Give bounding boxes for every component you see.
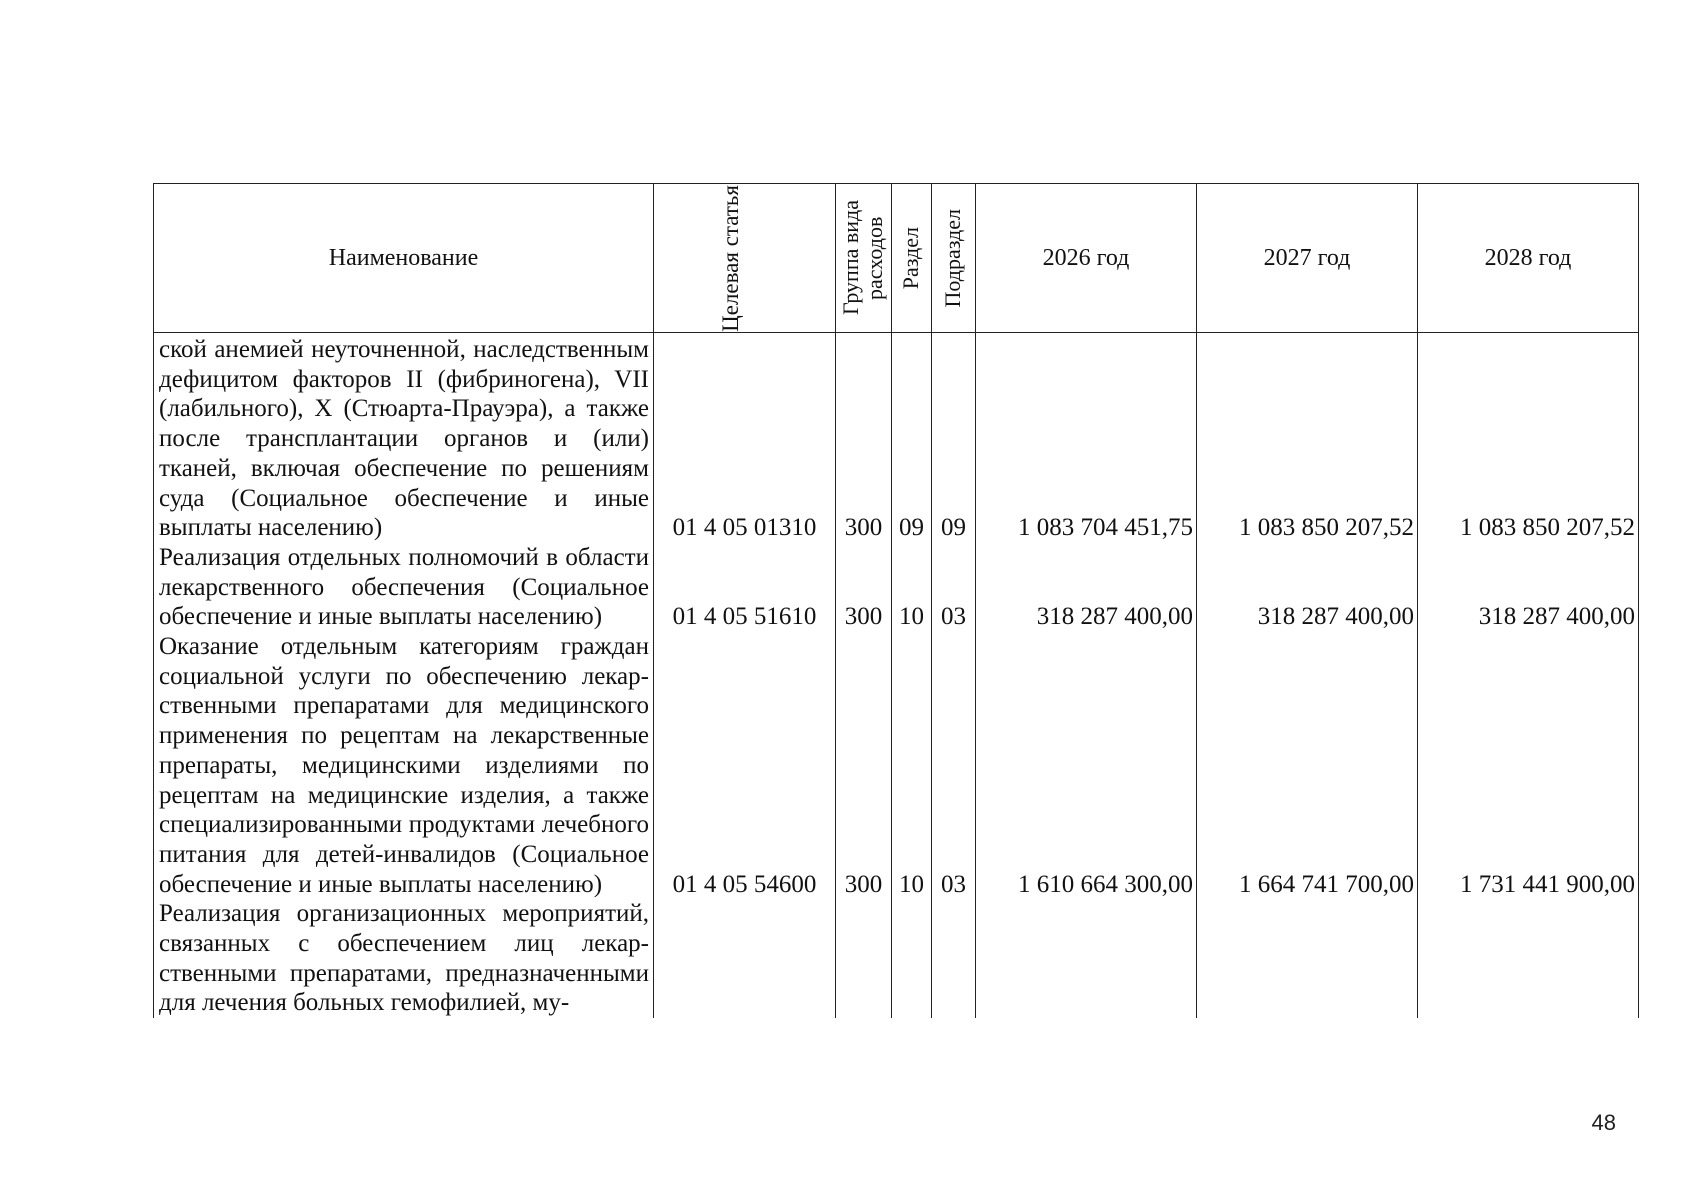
row-value-2027: 1 664 741 700,00 (1197, 632, 1418, 899)
row-subsection: 03 (932, 543, 976, 632)
header-subsection-label: Подраздел (940, 208, 966, 308)
row-name (154, 899, 654, 1018)
row-value-2028 (1418, 899, 1639, 1018)
row-name (154, 543, 654, 632)
row-subsection (932, 899, 976, 1018)
row-expense-group: 300 (836, 543, 892, 632)
row-name-text: Реализация организационных мероприятий, связанных с обеспечением лиц лекарственными препаратами, предназначенными для лечения больных гемофилией, му- (159, 900, 649, 1017)
header-subsection (932, 184, 976, 333)
row-section: 10 (892, 632, 932, 899)
row-subsection: 09 (932, 333, 976, 543)
header-2026: 2026 год (976, 184, 1197, 333)
header-section (892, 184, 932, 333)
row-name (154, 632, 654, 899)
row-value-2027 (1197, 899, 1418, 1018)
row-expense-group (836, 899, 892, 1018)
row-section: 10 (892, 543, 932, 632)
row-section: 09 (892, 333, 932, 543)
row-expense-group: 300 (836, 632, 892, 899)
row-target-item: 01 4 05 01310 (654, 333, 836, 543)
row-subsection: 03 (932, 632, 976, 899)
row-value-2026: 1 083 704 451,75 (976, 333, 1197, 543)
row-value-2028: 1 083 850 207,52 (1418, 333, 1639, 543)
row-value-2026: 1 610 664 300,00 (976, 632, 1197, 899)
row-value-2026 (976, 899, 1197, 1018)
row-expense-group: 300 (836, 333, 892, 543)
row-value-2028: 318 287 400,00 (1418, 543, 1639, 632)
header-name: Наименование (154, 184, 654, 333)
table-row (154, 632, 1639, 899)
row-name (154, 333, 654, 543)
row-name-text: ской анемией неуточненной, наследственным дефицитом факторов II (фибриногена), VII (лабильного), X (Стюарта-Прауэра), а также после трансплантации органов и (или) тканей, включая обеспечение по решениям суда (Социальное обеспечение и иные выплаты населению) (159, 336, 649, 542)
table-row (154, 333, 1639, 543)
row-value-2028: 1 731 441 900,00 (1418, 632, 1639, 899)
header-expense-group-label: Группа вида расходов (837, 200, 887, 316)
table-row (154, 899, 1639, 1018)
table-row (154, 543, 1639, 632)
table-body (154, 333, 1639, 1019)
page-number: 48 (1591, 1110, 1616, 1135)
row-target-item (654, 899, 836, 1018)
header-section-label: Раздел (898, 226, 924, 290)
header-2027: 2027 год (1197, 184, 1418, 333)
row-name-text: Реализация отдельных полномочий в области лекарственного обеспечения (Социальное обеспечение и иные выплаты населению) (159, 543, 649, 631)
row-name-text: Оказание отдельным категориям граждан социальной услуги по обеспечению лекарственными препаратами для медицинского применения по рецептам на лекарственные препараты, медицинскими изделиями по рецептам на медицинские изделия, а также специализированными продуктами лечебного питания для детей-инвалидов (Социальное обеспечение и иные выплаты населению) (159, 633, 649, 898)
header-2028: 2028 год (1418, 184, 1639, 333)
table-header (154, 184, 1639, 333)
row-value-2026: 318 287 400,00 (976, 543, 1197, 632)
row-value-2027: 1 083 850 207,52 (1197, 333, 1418, 543)
row-target-item: 01 4 05 51610 (654, 543, 836, 632)
row-target-item: 01 4 05 54600 (654, 632, 836, 899)
budget-table (153, 183, 1639, 1018)
header-target-item-label: Целевая статья (717, 184, 743, 332)
header-target-item (654, 184, 836, 333)
row-value-2027: 318 287 400,00 (1197, 543, 1418, 632)
row-section (892, 899, 932, 1018)
header-expense-group (836, 184, 892, 333)
